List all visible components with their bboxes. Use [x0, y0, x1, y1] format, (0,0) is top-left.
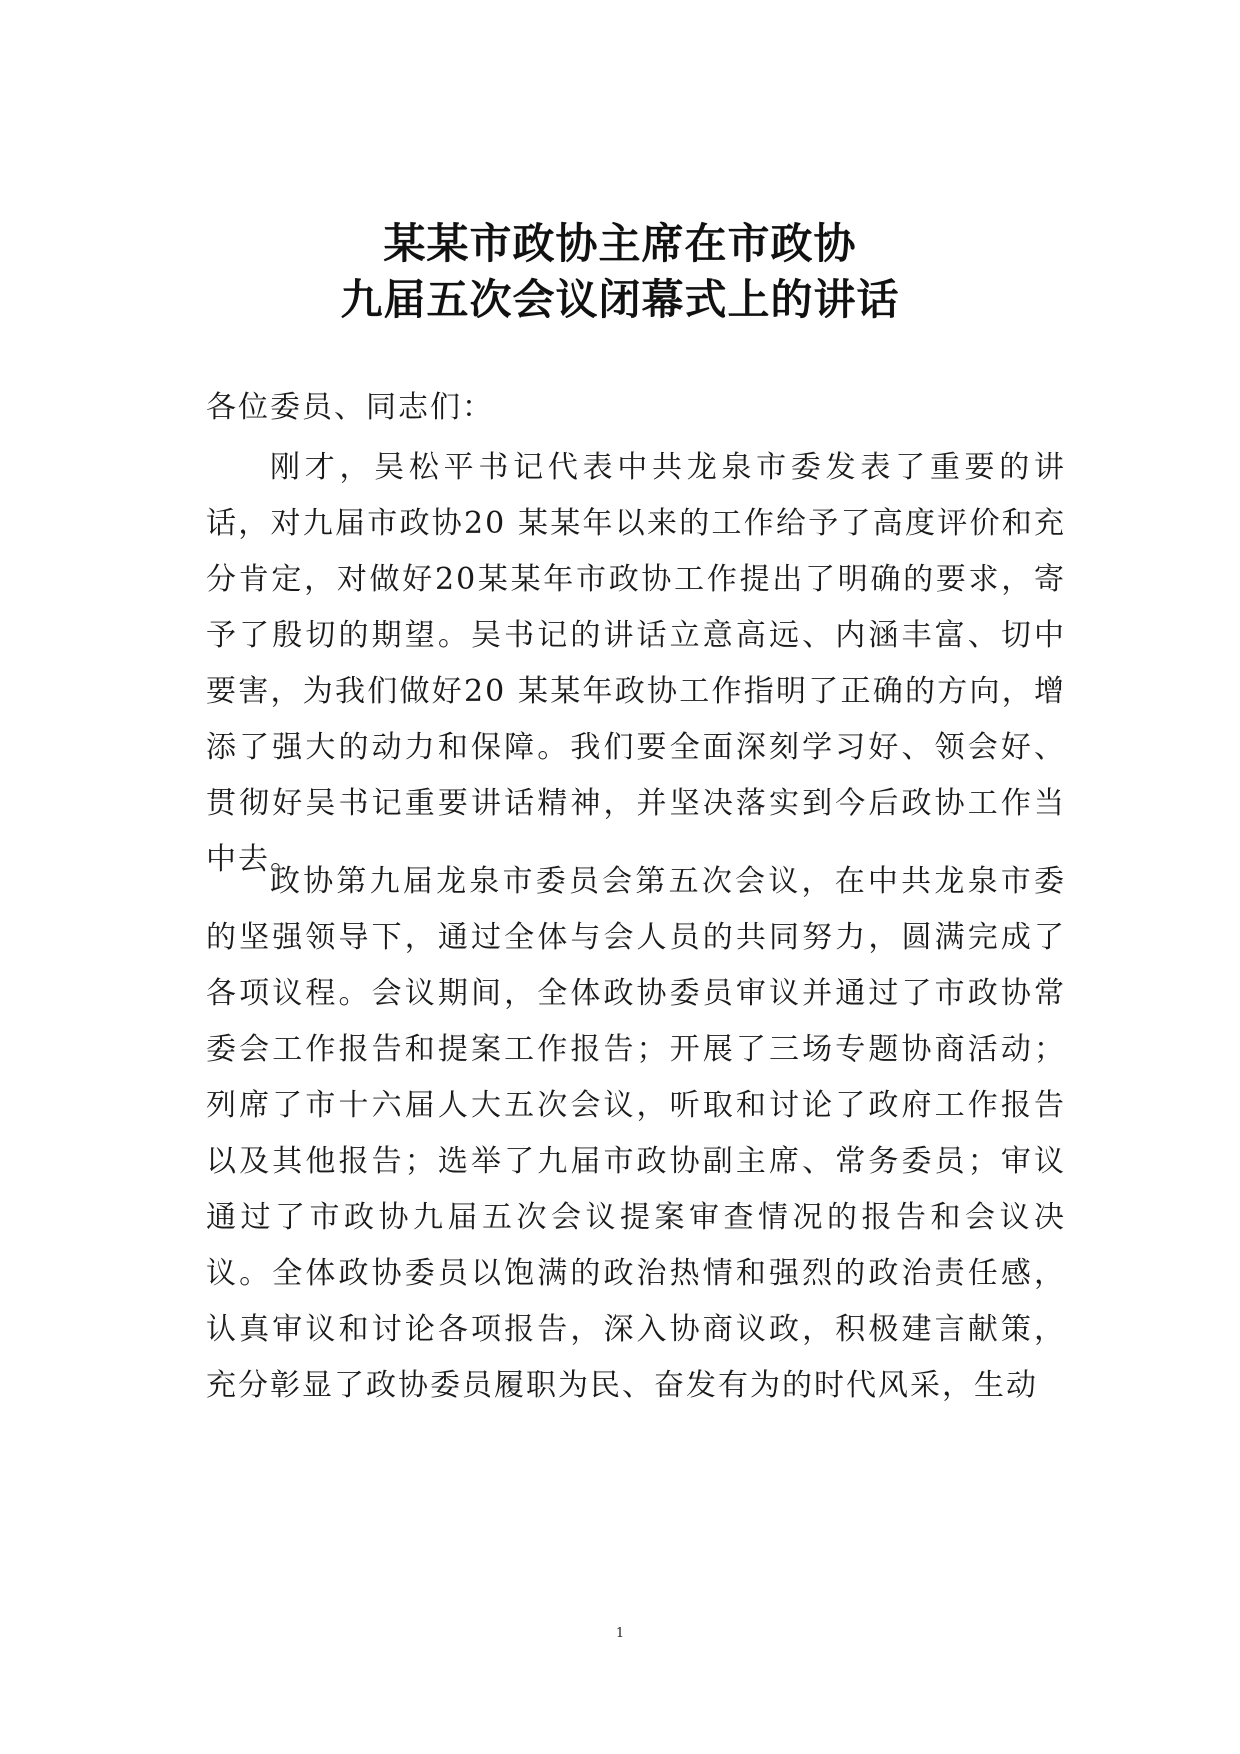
salutation: 各位委员、同志们：	[206, 390, 494, 425]
title-line-1: 某某市政协主席在市政协	[383, 219, 857, 268]
page-number: 1	[615, 1626, 625, 1641]
title-line-2: 九届五次会议闭幕式上的讲话	[340, 275, 900, 324]
paragraph-2: 政协第九届龙泉市委员会第五次会议，在中共龙泉市委的坚强领导下，通过全体与会人员的共同努力，圆满完成了各项议程。会议期间，全体政协委员审议并通过了市政协常委会工作报告和提案工作报告；开展了三场专题协商活动；列席了市十六届人大五次会议，听取和讨论了政府工作报告以及其他报告；选举了九届市政协副主席、常务委员；审议通过了市政协九届五次会议提案审查情况的报告和会议决议。全体政协委员以饱满的政治热情和强烈的政治责任感，认真审议和讨论各项报告，深入协商议政，积极建言献策，充分彰显了政协委员履职为民、奋发有为的时代风采，生动	[206, 864, 1066, 1403]
paragraph-1: 刚才，吴松平书记代表中共龙泉市委发表了重要的讲话，对九届市政协20 某某年以来的工作给予了高度评价和充分肯定，对做好20某某年市政协工作提出了明确的要求，寄予了殷切的期望。吴书记的讲话立意高远、内涵丰富、切中要害，为我们做好20 某某年政协工作指明了正确的方向，增添了强大的动力和保障。我们要全面深刻学习好、领会好、贯彻好吴书记重要讲话精神，并坚决落实到今后政协工作当中去。	[206, 450, 1066, 877]
